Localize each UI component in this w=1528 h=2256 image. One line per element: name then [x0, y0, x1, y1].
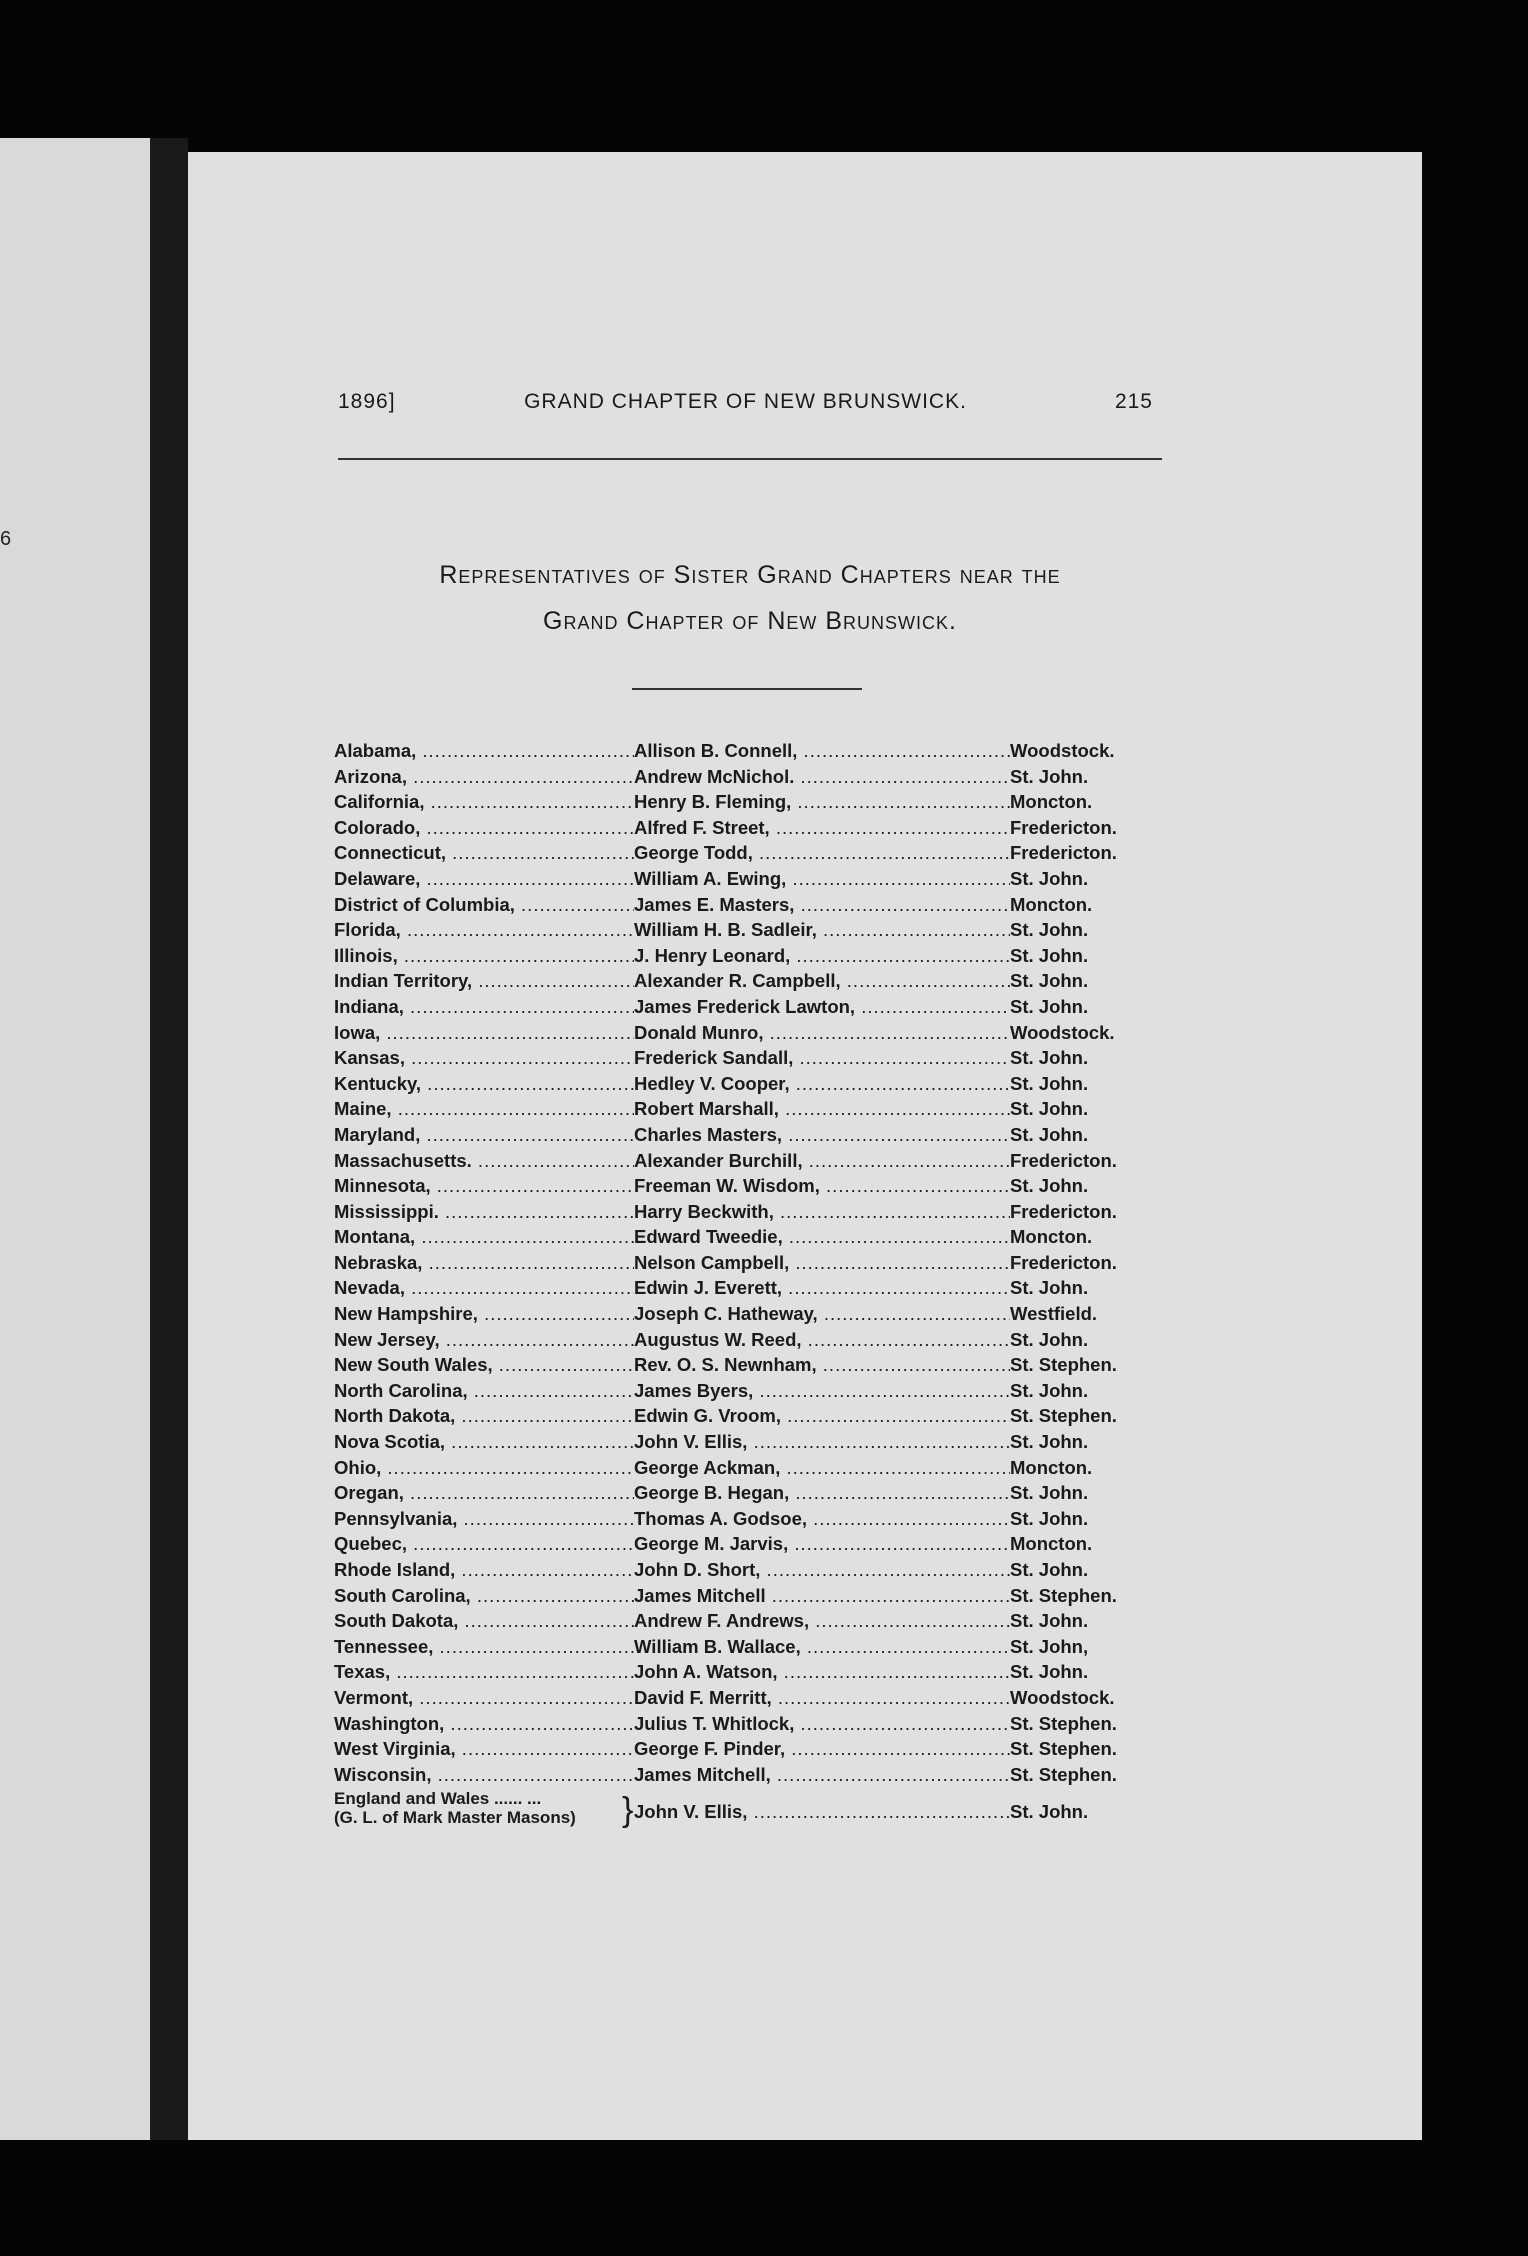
jurisdiction-cell: South Carolina, ..... [334, 1585, 634, 1607]
location-cell: St. Stephen. [1010, 1763, 1117, 1785]
location-cell: Moncton. [1010, 893, 1093, 915]
location-cell: St. Stephen. [1010, 1584, 1117, 1606]
list-item [334, 1201, 1184, 1227]
location-cell: St. John. [1010, 1072, 1089, 1094]
location-cell: Fredericton. [1010, 842, 1117, 864]
location-cell: St. John. [1010, 1328, 1089, 1350]
location-cell: St. John. [1010, 1379, 1089, 1401]
list-item [334, 1431, 1184, 1457]
location-cell: Westfield. [1010, 1303, 1098, 1325]
list-item [334, 996, 1184, 1022]
jurisdiction-cell: New Jersey, ..... [334, 1329, 634, 1351]
jurisdiction-cell: Vermont, ..... [334, 1687, 634, 1709]
representative-cell: Alexander R. Campbell, ..... [634, 970, 1010, 992]
jurisdiction-cell: Maine, ..... [334, 1098, 634, 1120]
list-item [334, 766, 1184, 792]
location-cell: St. John. [1010, 1431, 1089, 1453]
list-item [334, 1457, 1184, 1483]
list-item [334, 1047, 1184, 1073]
representative-cell: James Frederick Lawton, ..... [634, 996, 1010, 1018]
list-item [334, 919, 1184, 945]
location-cell: Woodstock. [1010, 740, 1115, 761]
representative-cell: James Mitchell, ..... [634, 1764, 1010, 1786]
list-item [334, 1124, 1184, 1150]
location-cell: St. John. [1010, 1559, 1089, 1580]
representative-cell: James E. Masters, ..... [634, 894, 1010, 916]
representative-cell: George F. Pinder, ..... [634, 1738, 1010, 1760]
jurisdiction-cell: Massachusetts. ..... [334, 1150, 634, 1172]
list-item [334, 1738, 1184, 1764]
section-title-line-2: Grand Chapter of New Brunswick. [543, 607, 957, 635]
jurisdiction-cell: Montana, ..... [334, 1226, 634, 1248]
location-cell: Fredericton. [1010, 1149, 1117, 1171]
location-cell: St. John. [1010, 919, 1089, 941]
location-cell: St. John. [1010, 970, 1089, 992]
list-item [334, 1687, 1184, 1713]
jurisdiction-cell: District of Columbia, ..... [334, 894, 634, 916]
jurisdiction-cell: Connecticut, ..... [334, 842, 634, 864]
representative-cell: Allison B. Connell, ..... [634, 740, 1010, 762]
jurisdiction-cell: South Dakota, ..... [334, 1610, 634, 1632]
location-cell: St. Stephen. [1010, 1738, 1117, 1760]
location-cell: St. John. [1010, 1661, 1089, 1683]
location-cell: St. John. [1010, 1277, 1089, 1299]
jurisdiction-cell: Alabama, ..... [334, 740, 634, 762]
title-rule [632, 688, 862, 690]
representative-cell: David F. Merritt, ..... [634, 1687, 1010, 1709]
representative-cell: John V. Ellis, ..... [634, 1431, 1010, 1453]
left-facing-page [0, 138, 150, 2140]
section-title [338, 552, 1162, 644]
jurisdiction-cell: Delaware, ..... [334, 868, 634, 890]
location-cell: Moncton. [1010, 1533, 1093, 1555]
jurisdiction-cell: Quebec, ..... [334, 1533, 634, 1555]
representative-cell: Rev. O. S. Newnham, ..... [634, 1354, 1010, 1376]
jurisdiction-cell: Nebraska, ..... [334, 1252, 634, 1274]
representative-cell: George Ackman, ..... [634, 1457, 1010, 1479]
list-item [334, 1073, 1184, 1099]
representative-cell: Robert Marshall, ..... [634, 1098, 1010, 1120]
list-item [334, 842, 1184, 868]
location-cell: St. John. [1010, 765, 1089, 787]
representative-cell: J. Henry Leonard, ..... [634, 945, 1010, 967]
jurisdiction-cell: Washington, ..... [334, 1713, 634, 1735]
representative-cell: William H. B. Sadleir, ..... [634, 919, 1010, 941]
list-item [334, 1713, 1184, 1739]
list-item [334, 1405, 1184, 1431]
jurisdiction-cell: Nova Scotia, ..... [334, 1431, 634, 1453]
representatives-list [334, 740, 1184, 1835]
jurisdiction-cell: Mississippi. ..... [334, 1201, 634, 1223]
location-cell: St. John. [1010, 1610, 1089, 1632]
representative-cell: Edwin G. Vroom, ..... [634, 1405, 1010, 1427]
list-item [334, 1022, 1184, 1048]
location-cell: St. John. [1010, 995, 1089, 1017]
list-item-england-wales [334, 1789, 1184, 1835]
list-item [334, 791, 1184, 817]
location-cell: St. John. [1010, 1123, 1089, 1145]
list-item [334, 1329, 1184, 1355]
location-cell: St. John. [1010, 944, 1089, 966]
jurisdiction-line-2: (G. L. of Mark Master Masons) [334, 1808, 576, 1828]
jurisdiction-cell: New South Wales, ..... [334, 1354, 634, 1376]
list-item [334, 945, 1184, 971]
representative-cell: Freeman W. Wisdom, ..... [634, 1175, 1010, 1197]
jurisdiction-cell: California, ..... [334, 791, 634, 813]
jurisdiction-cell: Illinois, ..... [334, 945, 634, 967]
location-cell: St. Stephen. [1010, 1712, 1117, 1734]
representative-cell: Nelson Campbell, ..... [634, 1252, 1010, 1274]
list-item [334, 1150, 1184, 1176]
representative-cell: Harry Beckwith, ..... [634, 1201, 1010, 1223]
section-title-line-1: Representatives of Sister Grand Chapters near the [439, 561, 1061, 589]
jurisdiction-cell [334, 1789, 622, 1827]
jurisdiction-cell: North Carolina, ..... [334, 1380, 634, 1402]
page-number: 215 [1114, 390, 1153, 413]
representative-cell: Edward Tweedie, ..... [634, 1226, 1010, 1248]
location-cell: Woodstock. [1010, 1686, 1115, 1708]
list-item [334, 1380, 1184, 1406]
location-cell: St. Stephen. [1010, 1354, 1117, 1376]
representative-cell: Henry B. Fleming, ..... [634, 791, 1010, 813]
representative-cell: Andrew McNichol. ..... [634, 766, 1010, 788]
brace-glyph: } [622, 1791, 634, 1830]
list-item [334, 1764, 1184, 1790]
location-cell: Moncton. [1010, 791, 1093, 813]
list-item [334, 970, 1184, 996]
jurisdiction-cell: Colorado, ..... [334, 817, 634, 839]
list-item [334, 1585, 1184, 1611]
list-item [334, 1533, 1184, 1559]
representative-cell: Charles Masters, ..... [634, 1124, 1010, 1146]
representative-cell: Augustus W. Reed, ..... [634, 1329, 1010, 1351]
location-cell: Fredericton. [1010, 1200, 1117, 1222]
jurisdiction-cell: Iowa, ..... [334, 1022, 634, 1044]
list-item [334, 1303, 1184, 1329]
location-cell: Moncton. [1010, 1226, 1093, 1248]
list-item [334, 894, 1184, 920]
representative-cell: George M. Jarvis, ..... [634, 1533, 1010, 1555]
list-item [334, 1508, 1184, 1534]
location-cell: St. John. [1010, 1801, 1089, 1823]
representative-cell: Donald Munro, ..... [634, 1022, 1010, 1044]
location-cell: Moncton. [1010, 1456, 1093, 1478]
location-cell: St. John. [1010, 1175, 1089, 1197]
list-item [334, 817, 1184, 843]
jurisdiction-cell: Minnesota, ..... [334, 1175, 634, 1197]
representative-cell: Hedley V. Cooper, ..... [634, 1073, 1010, 1095]
jurisdiction-cell: Oregan, ..... [334, 1482, 634, 1504]
left-page-edge-char: 6 [0, 528, 12, 550]
representative-cell: Joseph C. Hatheway, ..... [634, 1303, 1010, 1325]
location-cell: St. John. [1010, 1098, 1089, 1120]
representative-cell: Alexander Burchill, ..... [634, 1150, 1010, 1172]
jurisdiction-cell: Kansas, ..... [334, 1047, 634, 1069]
jurisdiction-line-1: England and Wales ...... ... [334, 1789, 542, 1809]
location-cell: St. Stephen. [1010, 1405, 1117, 1427]
representative-cell: John V. Ellis, ..... [634, 1801, 1010, 1823]
location-cell: Fredericton. [1010, 1251, 1117, 1273]
representative-cell: William A. Ewing, ..... [634, 868, 1010, 890]
jurisdiction-cell: Pennsylvania, ..... [334, 1508, 634, 1530]
jurisdiction-cell: Tennessee, ..... [334, 1636, 634, 1658]
list-item [334, 1661, 1184, 1687]
location-cell: Woodstock. [1010, 1021, 1115, 1043]
representative-cell: James Byers, ..... [634, 1380, 1010, 1402]
location-cell: St. John. [1010, 1047, 1089, 1069]
list-item [334, 1559, 1184, 1585]
jurisdiction-cell: North Dakota, ..... [334, 1405, 634, 1427]
jurisdiction-cell: Florida, ..... [334, 919, 634, 941]
location-cell: St. John. [1010, 1482, 1089, 1504]
list-item [334, 1226, 1184, 1252]
header-rule [338, 458, 1162, 460]
jurisdiction-cell: Arizona, ..... [334, 766, 634, 788]
jurisdiction-cell: Indiana, ..... [334, 996, 634, 1018]
list-item [334, 1277, 1184, 1303]
jurisdiction-cell: Wisconsin, ..... [334, 1764, 634, 1786]
location-cell: Fredericton. [1010, 816, 1117, 838]
jurisdiction-cell: Ohio, ..... [334, 1457, 634, 1479]
running-head-year: 1896] [338, 390, 396, 413]
list-item [334, 1354, 1184, 1380]
representative-cell: Alfred F. Street, ..... [634, 817, 1010, 839]
representative-cell: Edwin J. Everett, ..... [634, 1277, 1010, 1299]
jurisdiction-cell: Nevada, ..... [334, 1277, 634, 1299]
jurisdiction-cell: Indian Territory, ..... [334, 970, 634, 992]
representative-cell: Andrew F. Andrews, ..... [634, 1610, 1010, 1632]
representative-cell: John A. Watson, ..... [634, 1661, 1010, 1683]
representative-cell: James Mitchell ..... [634, 1585, 1010, 1607]
page [188, 152, 1422, 2140]
jurisdiction-cell: West Virginia, ..... [334, 1738, 634, 1760]
list-item [334, 1175, 1184, 1201]
list-item [334, 868, 1184, 894]
jurisdiction-cell: Rhode Island, ..... [334, 1559, 634, 1581]
representative-cell: William B. Wallace, ..... [634, 1636, 1010, 1658]
location-cell: St. John. [1010, 1507, 1089, 1529]
representative-cell: George B. Hegan, ..... [634, 1482, 1010, 1504]
list-item [334, 1610, 1184, 1636]
list-item [334, 1636, 1184, 1662]
jurisdiction-cell: Texas, ..... [334, 1661, 634, 1683]
representative-cell: Thomas A. Godsoe, ..... [634, 1508, 1010, 1530]
representative-cell: George Todd, ..... [634, 842, 1010, 864]
book-spine [150, 138, 188, 2140]
running-head-title: GRAND CHAPTER OF NEW BRUNSWICK. [524, 390, 967, 413]
representative-cell: John D. Short, ..... [634, 1559, 1010, 1581]
location-cell: St. John. [1010, 867, 1089, 889]
location-cell: St. John, [1010, 1635, 1089, 1657]
list-item [334, 1482, 1184, 1508]
jurisdiction-cell: Maryland, ..... [334, 1124, 634, 1146]
representative-cell: Julius T. Whitlock, ..... [634, 1713, 1010, 1735]
list-item [334, 1098, 1184, 1124]
list-item [334, 740, 1184, 766]
jurisdiction-cell: Kentucky, ..... [334, 1073, 634, 1095]
list-item [334, 1252, 1184, 1278]
representative-cell: Frederick Sandall, ..... [634, 1047, 1010, 1069]
jurisdiction-cell: New Hampshire, ..... [334, 1303, 634, 1325]
